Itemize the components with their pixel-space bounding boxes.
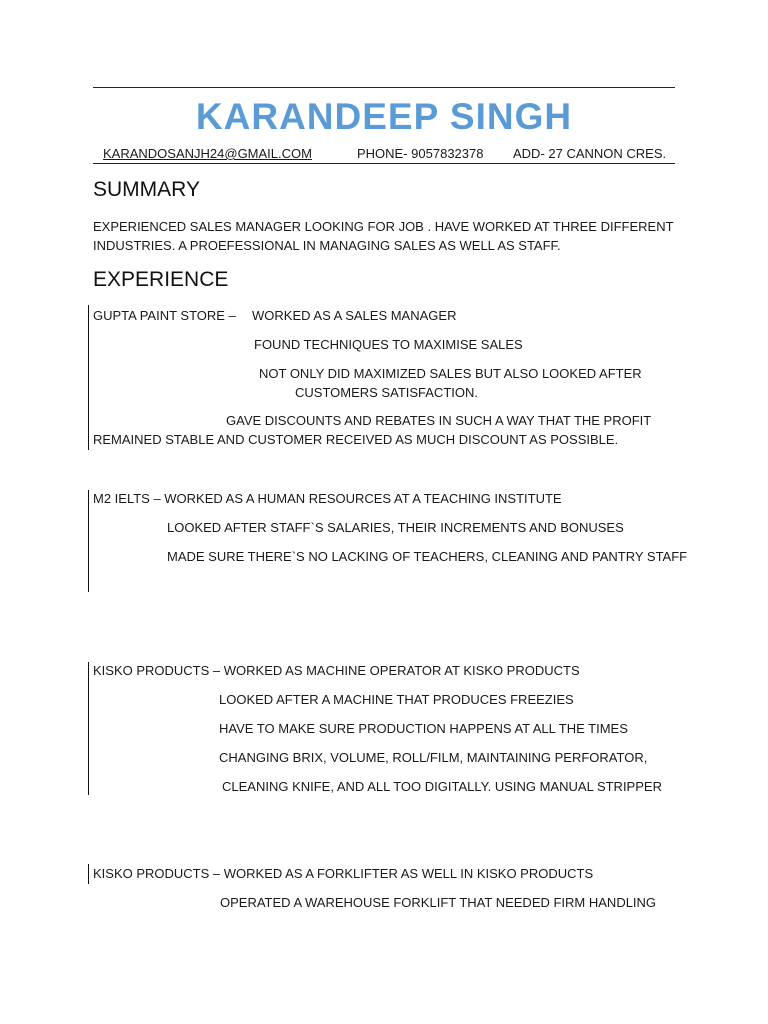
email-link[interactable]: KARANDOSANJH24@GMAIL.COM: [103, 146, 312, 161]
job-bullet: GAVE DISCOUNTS AND REBATES IN SUCH A WAY THAT THE PROFIT: [226, 413, 652, 428]
job-title: KISKO PRODUCTS – WORKED AS MACHINE OPERATOR AT KISKO PRODUCTS: [93, 663, 580, 678]
candidate-name: KARANDEEP SINGH: [195, 96, 573, 137]
job-bullet: OPERATED A WAREHOUSE FORKLIFT THAT NEEDED FIRM HANDLING: [220, 895, 657, 910]
summary-line: EXPERIENCED SALES MANAGER LOOKING FOR JOB . HAVE WORKED AT THREE DIFFERENT: [93, 219, 674, 234]
job-bullet: HAVE TO MAKE SURE PRODUCTION HAPPENS AT ALL THE TIMES: [219, 721, 628, 736]
job-bullet: MADE SURE THERE`S NO LACKING OF TEACHERS, CLEANING AND PANTRY STAFF: [167, 549, 688, 564]
job-left-bar: [88, 662, 89, 795]
job-bullet: FOUND TECHNIQUES TO MAXIMISE SALES: [254, 337, 523, 352]
top-rule: [93, 87, 675, 88]
job-bullet: CUSTOMERS SATISFACTION.: [295, 385, 478, 400]
job-bullet: CHANGING BRIX, VOLUME, ROLL/FILM, MAINTAINING PERFORATOR,: [219, 750, 648, 765]
job-left-bar: [88, 305, 89, 450]
phone-number: PHONE- 9057832378: [357, 146, 484, 161]
job-bullet: LOOKED AFTER STAFF`S SALARIES, THEIR INCREMENTS AND BONUSES: [167, 520, 624, 535]
job-left-bar: [88, 864, 89, 884]
job-bullet: NOT ONLY DID MAXIMIZED SALES BUT ALSO LOOKED AFTER: [259, 366, 642, 381]
job-title: KISKO PRODUCTS – WORKED AS A FORKLIFTER AS WELL IN KISKO PRODUCTS: [93, 866, 594, 881]
header-bottom-rule: [93, 163, 675, 164]
summary-line: INDUSTRIES. A PROEFESSIONAL IN MANAGING SALES AS WELL AS STAFF.: [93, 238, 561, 253]
summary-text: [93, 217, 678, 255]
job-bullet: CLEANING KNIFE, AND ALL TOO DIGITALLY. USING MANUAL STRIPPER: [222, 779, 662, 794]
job-title: GUPTA PAINT STORE –: [93, 308, 236, 323]
address: ADD- 27 CANNON CRES.: [513, 146, 667, 161]
job-role: WORKED AS A SALES MANAGER: [252, 308, 457, 323]
job-bullet: REMAINED STABLE AND CUSTOMER RECEIVED AS MUCH DISCOUNT AS POSSIBLE.: [93, 432, 619, 447]
job-title: M2 IELTS – WORKED AS A HUMAN RESOURCES AT A TEACHING INSTITUTE: [93, 491, 562, 506]
experience-heading: EXPERIENCE: [93, 268, 229, 291]
summary-heading: SUMMARY: [93, 178, 200, 201]
job-left-bar: [88, 490, 89, 592]
job-bullet: LOOKED AFTER A MACHINE THAT PRODUCES FREEZIES: [219, 692, 574, 707]
